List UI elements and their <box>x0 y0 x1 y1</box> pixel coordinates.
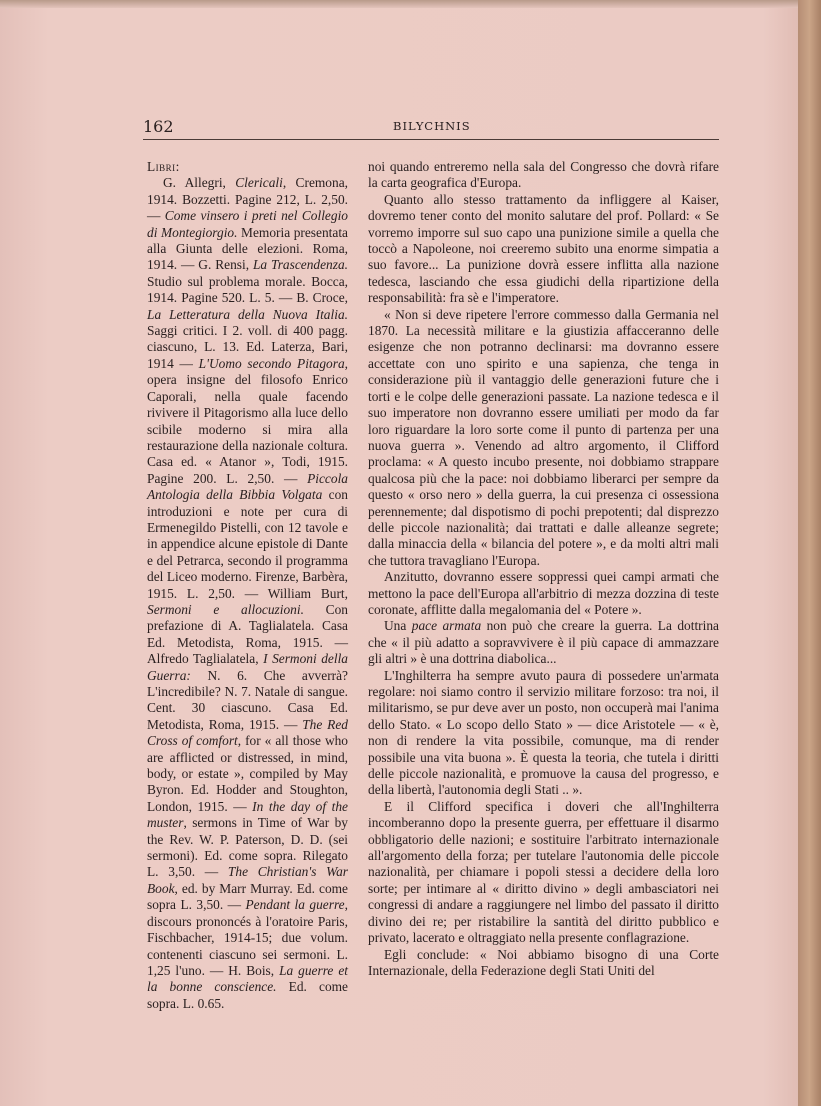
running-title: BILYCHNIS <box>393 119 471 133</box>
body-paragraph-6: L'Inghilterra ha sempre avuto paura di possedere un'armata regolare: noi siamo contro il servizio militare forzoso: tra noi, il militarismo, se pur deve aver un posto, non occuperà mai l'anima dello Stato. « Lo scopo dello Stato » — dice Aristotele — « è, non di rendere la vita possibile, comunque, ma di render possibile una vita buona ». È questa la teoria, che tutela i diritti delle piccole nazionalità, e promuove la causa del progresso, e della libertà, l'autonomia degli Stati .. ». <box>368 667 719 798</box>
right-column <box>368 159 719 979</box>
section-heading: Libri: <box>147 159 180 174</box>
body-paragraph-1: noi quando entreremo nella sala del Congresso che dovrà rifare la carta geografica d'Europa. <box>368 159 719 191</box>
body-paragraph-8: Egli conclude: « Noi abbiamo bisogno di una Corte Internazionale, della Federazione degli Stati Uniti del <box>368 946 719 978</box>
body-paragraph-5: Una pace armata non può che creare la guerra. La dottrina che « il più adatto a sopravvivere è il più capace di ammazzare gli altri » è una dottrina diabolica... <box>368 618 719 667</box>
top-edge <box>0 0 800 8</box>
page-number: 162 <box>143 117 174 136</box>
book-list-paragraph: G. Allegri, Clericali, Cremona, 1914. Bozzetti. Pagine 212, L. 2,50. — Come vinsero i preti nel Collegio di Montegiorgio. Memoria presentata alla Giunta delle elezioni. Roma, 1914. — G. Rensi, La Trascendenza. Studio sul problema morale. Bocca, 1914. Pagine 520. L. 5. — B. Croce, La Letteratura della Nuova Italia. Saggi critici. I 2. voll. di 400 pagg. ciascuno, L. 13. Ed. Laterza, Bari, 1914 — L'Uomo secondo Pitagora, opera insigne del filosofo Enrico Caporali, nella quale facendo rivivere il Pitagorismo alla luce dello scibile moderno si mira alla restaurazione della nazionale coltura. Casa ed. « Atanor », Todi, 1915. Pagine 200. L. 2,50. — Piccola Antologia della Bibbia Volgata con introduzioni e note per cura di Ermenegildo Pistelli, con 12 tavole e in appendice alcune epistole di Dante e del Petrarca, secondo il programma del Liceo moderno. Firenze, Barbèra, 1915. L. 2,50. — William Burt, Sermoni e allocuzioni. Con prefazione di A. Taglialatela. Casa Ed. Metodista, Roma, 1915. — Alfredo Taglialatela, I Sermoni della Guerra: N. 6. Che avverrà? L'incredibile? N. 7. Natale di sangue. Cent. 30 ciascuno. Casa Ed. Metodista, Roma, 1915. — The Red Cross of comfort, for « all those who are afflicted or distressed, in mind, body, or estate », compiled by May Byron. Ed. Hodder and Stoughton, London, 1915. — In the day of the muster, sermons in Time of War by the Rev. W. P. Paterson, D. D. (sei sermoni). Ed. come sopra. Rilegato L. 3,50. — The Christian's War Book, ed. by Marr Murray. Ed. come sopra L. 3,50. — Pendant la guerre, discours prononcés à l'oratoire Paris, Fischbacher, 1914-15; due volum. contenenti ciascuno sei sermoni. L. 1,25 l'uno. — H. Bois, La guerre et la bonne conscience. Ed. come sopra. L. 0.65. <box>147 175 349 1011</box>
body-paragraph-3: « Non si deve ripetere l'errore commesso dalla Germania nel 1870. La necessità militare e la giustizia affacceranno delle esigenze che non potranno declinarsi: ma dovranno essere accettate con uno spirito e una sapienza, che tenga in considerazione più il vantaggio delle generazioni future che i torti e le colpe delle generazioni passate. La nazione tedesca e il suo imperatore non dovranno essere umiliati per modo da far loro riguardare la loro sorte come il punto di partenza per una nuova guerra ». Venendo ad altro argomento, il Clifford proclama: « A questo incubo presente, noi dobbiamo strappare qualcosa più che la pace: noi dobbiamo liberarci per sempre da questo « orso nero » della guerra, la cui presenza ci ossessiona perennemente; dal dispotismo di pochi prepotenti; dal disprezzo delle piccole nazionalità; dai trattati e dalle alleanze segrete; dalla minaccia della « bilancia del potere », e da molti altri mali che tuttora travagliano l'Europa. <box>368 306 719 568</box>
page-header <box>143 117 719 140</box>
body-paragraph-2: Quanto allo stesso trattamento da infliggere al Kaiser, dovremo tener conto del monito salutare del prof. Pollard: « Se vorremo imporre sul suo capo una punizione simile a quella che toccò a Napoleone, noi creeremo subito una enorme simpatia a suo favore... La punizione dovrà essere inflitta alla nazione tedesca, lasciando che essa giudichi della ripartizione della responsabilità: fra sè e l'imperatore. <box>368 191 719 306</box>
body-paragraph-4: Anzitutto, dovranno essere soppressi quei campi armati che mettono la pace dell'Europa all'arbitrio di mezza dozzina di teste coronate, afflitte dalla megalomania del « Potere ». <box>368 569 719 617</box>
body-paragraph-7: E il Clifford specifica i doveri che all'Inghilterra incomberanno dopo la presente guerra, per effettuare il disarmo obbligatorio delle nazioni; e sostituire l'arbitrato internazionale all'argomento della forza; per tutelare l'autonomia delle piccole nazionalità, per chiamare i popoli stessi a decidere della loro sorte; per intimare al « diritto divino » degli ambasciatori nei congressi di andare a raggiungere nel limbo del passato il diritto divino dei re; per ristabilire la santità del diritto pubblico e privato, lacerato e oltraggiato nella presente conflagrazione. <box>368 798 719 946</box>
book-spine-edge <box>798 0 821 1106</box>
left-column <box>147 159 348 1012</box>
